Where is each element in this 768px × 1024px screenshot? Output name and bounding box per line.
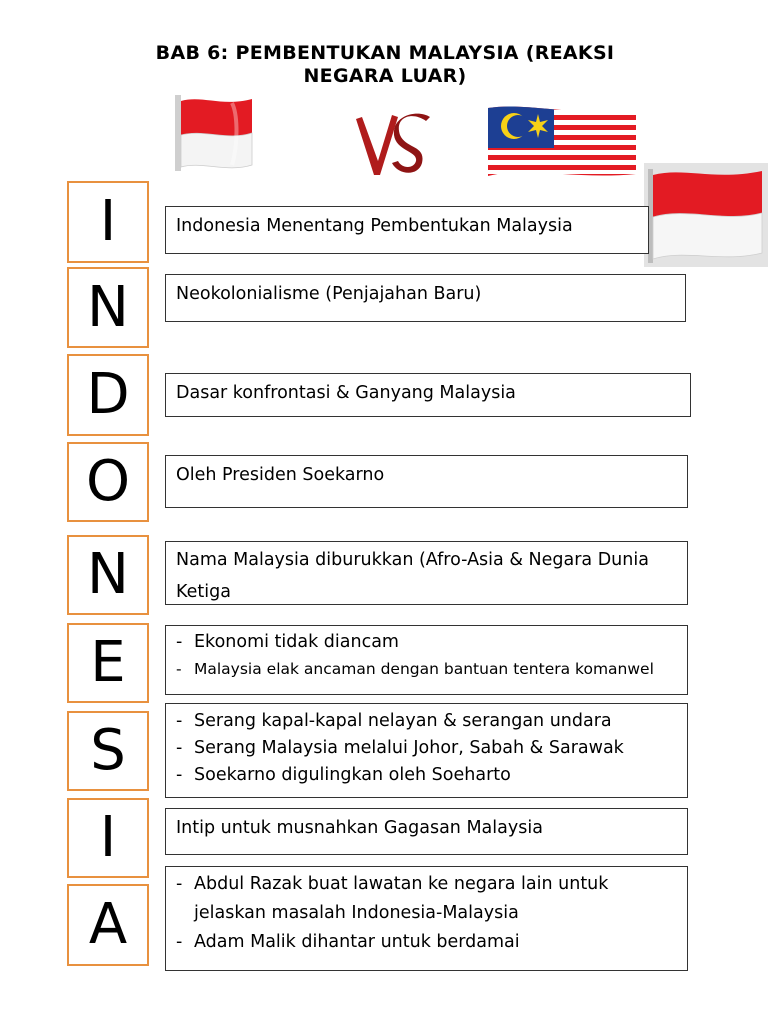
bullet-text: Soekarno digulingkan oleh Soeharto — [194, 765, 511, 785]
vs-logo-icon — [352, 105, 434, 181]
letter-box-o: O — [67, 442, 149, 522]
info-box-4 — [165, 455, 688, 508]
info-box-9: - Abdul Razak buat lawatan ke negara lain untuk jelaskan masalah Indonesia-Malaysia - Adam Malik dihantar untuk berdamai — [165, 866, 688, 971]
info-text: Intip untuk musnahkan Gagasan Malaysia — [176, 818, 543, 838]
bullet-text: Serang Malaysia melalui Johor, Sabah & Sarawak — [194, 738, 624, 758]
info-box-8 — [165, 808, 688, 855]
info-text: Dasar konfrontasi & Ganyang Malaysia — [176, 383, 516, 403]
page-title: BAB 6: PEMBENTUKAN MALAYSIA (REAKSI NEGARA LUAR) — [155, 42, 615, 87]
bullet-text: Abdul Razak buat lawatan ke negara lain untuk — [194, 874, 609, 894]
info-text: Neokolonialisme (Penjajahan Baru) — [176, 284, 482, 304]
malaysia-flag-icon — [486, 104, 638, 180]
indonesia-flag-icon — [644, 163, 768, 267]
letter-box-i: I — [67, 798, 149, 878]
indonesia-flag-icon — [172, 95, 258, 171]
info-box-2 — [165, 274, 686, 322]
letter-box-e: E — [67, 623, 149, 703]
info-text: Nama Malaysia diburukkan (Afro-Asia & Negara Dunia Ketiga — [176, 550, 649, 602]
bullet-text: Ekonomi tidak diancam — [194, 632, 399, 652]
info-box-3 — [165, 373, 691, 417]
letter-box-d: D — [67, 354, 149, 436]
bullet-text: Adam Malik dihantar untuk berdamai — [194, 932, 520, 952]
letter-box-a: A — [67, 884, 149, 966]
bullet-text: Serang kapal-kapal nelayan & serangan undara — [194, 711, 612, 731]
bullet-continuation: jelaskan masalah Indonesia-Malaysia — [194, 903, 519, 923]
info-text: Oleh Presiden Soekarno — [176, 465, 385, 485]
bullet-text: Malaysia elak ancaman dengan bantuan tentera komanwel — [194, 660, 654, 678]
info-box-6: - Ekonomi tidak diancam - Malaysia elak ancaman dengan bantuan tentera komanwel — [165, 625, 688, 695]
letter-box-s: S — [67, 711, 149, 791]
info-box-7: - Serang kapal-kapal nelayan & serangan undara - Serang Malaysia melalui Johor, Sabah & Sarawak - Soekarno digulingkan oleh Soeharto — [165, 703, 688, 798]
letter-box-i: I — [67, 181, 149, 263]
info-text: Indonesia Menentang Pembentukan Malaysia — [176, 216, 573, 236]
letter-box-n: N — [67, 535, 149, 615]
info-box-5 — [165, 541, 688, 605]
letter-box-n: N — [67, 267, 149, 348]
info-box-1 — [165, 206, 649, 254]
